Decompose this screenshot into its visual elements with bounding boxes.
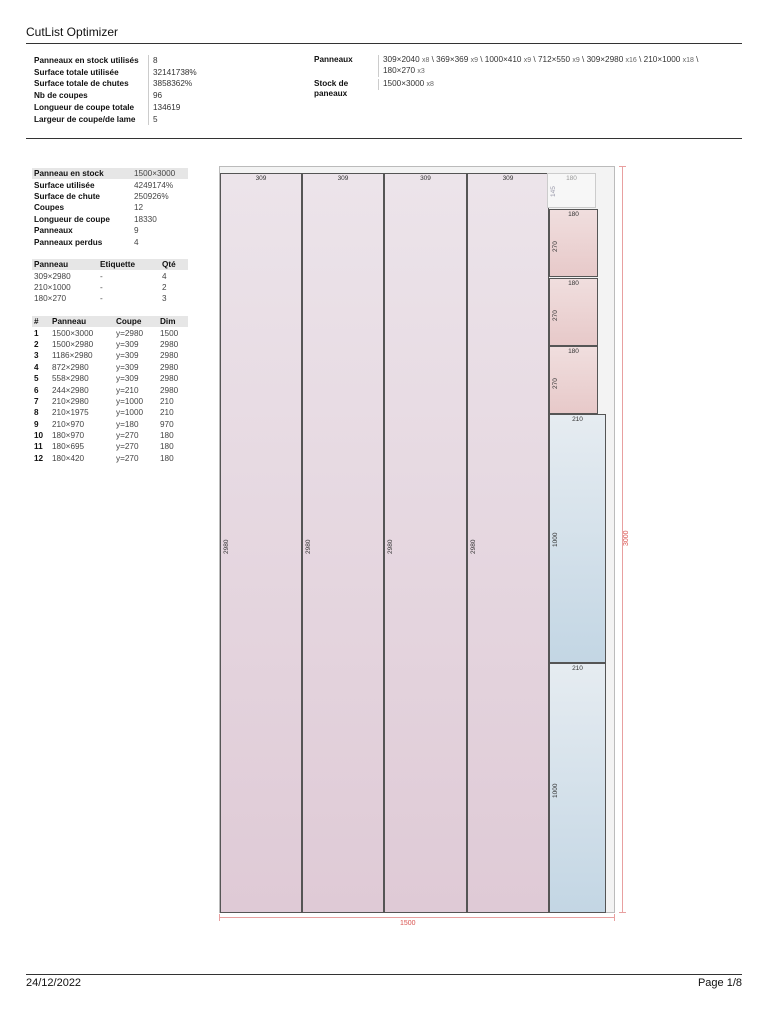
- table-cell: y=1000: [116, 408, 144, 418]
- table-row: [32, 430, 188, 441]
- sheet-info-table: [32, 168, 188, 248]
- info-value: 4249174%: [134, 180, 174, 190]
- cut-panel-large[interactable]: [384, 173, 467, 913]
- table-cell: 2980: [160, 339, 179, 349]
- summary-divider: [26, 138, 742, 139]
- panel-size: 369×369: [436, 55, 469, 64]
- table-row: [32, 339, 188, 350]
- table-cell: -: [100, 282, 103, 292]
- panel-qty: x3: [417, 68, 425, 75]
- waste-area: [547, 173, 596, 208]
- panel-size: 309×2980: [586, 55, 624, 64]
- table-cell: -: [100, 294, 103, 304]
- table-cell: y=210: [116, 385, 139, 395]
- width-dimension-label: 1500: [400, 920, 416, 927]
- table-cell: 2980: [160, 351, 179, 361]
- table-cell: y=309: [116, 351, 139, 361]
- table-cell: 3: [162, 294, 167, 304]
- panel-size: 309×2040: [383, 55, 420, 64]
- cut-number: 11: [34, 442, 43, 452]
- table-cell: 180×695: [52, 442, 85, 452]
- info-value: 4: [134, 237, 139, 247]
- cut-panel-medium[interactable]: [549, 414, 606, 663]
- panel-qty: x16: [625, 57, 637, 64]
- panel-height-label: 2980: [470, 539, 477, 554]
- waste-height-label: 145: [550, 186, 557, 197]
- table-cell: y=180: [116, 419, 139, 429]
- panel-width-label: 180: [568, 280, 579, 287]
- table-cell: y=309: [116, 374, 139, 384]
- summary-value: 96: [148, 90, 162, 102]
- panel-size: 712×550: [537, 55, 571, 64]
- panel-qty: x9: [470, 57, 478, 64]
- cut-number: 12: [34, 453, 44, 463]
- column-header: #: [32, 316, 50, 327]
- column-header: Dim: [158, 316, 188, 327]
- table-row: [32, 453, 188, 464]
- cut-number: 10: [34, 431, 44, 441]
- table-cell: y=1000: [116, 396, 144, 406]
- table-cell: 1500×3000: [52, 328, 94, 338]
- height-dimension-label: 3000: [623, 530, 630, 546]
- table-row: [32, 407, 188, 418]
- info-label: Surface de chute: [34, 191, 100, 201]
- summary-value: 5: [148, 114, 158, 126]
- panel-size: 180×270: [383, 66, 416, 75]
- column-header: Qté: [160, 259, 188, 270]
- panel-width-label: 309: [337, 175, 349, 182]
- cuts-table: [32, 316, 188, 464]
- info-label: Panneau en stock: [32, 168, 132, 179]
- column-header: Etiquette: [98, 259, 160, 270]
- summary-label: Panneaux en stock utilisés: [34, 56, 139, 65]
- table-cell: 558×2980: [52, 374, 89, 384]
- table-cell: 180×420: [52, 453, 85, 463]
- table-cell: 2980: [160, 374, 179, 384]
- table-cell: 180: [160, 453, 174, 463]
- table-row: [32, 293, 188, 304]
- info-value: 9: [134, 226, 139, 236]
- panel-qty: x8: [421, 57, 430, 64]
- table-row: [32, 396, 188, 407]
- table-cell: -: [100, 271, 103, 281]
- waste-width-label: 180: [566, 175, 577, 182]
- cut-number: 1: [34, 328, 39, 338]
- table-cell: 210×1975: [52, 408, 89, 418]
- panel-qty: x18: [682, 57, 694, 64]
- table-cell: 180: [160, 442, 174, 452]
- table-cell: 210×1000: [34, 282, 71, 292]
- panel-height-label: 1000: [552, 783, 559, 798]
- footer-date: 24/12/2022: [26, 977, 82, 989]
- app-title: CutList Optimizer: [26, 25, 119, 39]
- info-label: Panneaux: [34, 226, 73, 236]
- table-row: [32, 327, 188, 338]
- panel-size: 1000×410: [484, 55, 522, 64]
- cut-number: 6: [34, 385, 39, 395]
- panel-qty: x9: [572, 57, 580, 64]
- summary-label: Surface totale de chutes: [34, 79, 129, 89]
- header-divider: [26, 43, 742, 44]
- panel-width-label: 180: [568, 348, 579, 355]
- panel-height-label: 1000: [552, 532, 559, 547]
- info-label: Panneaux perdus: [34, 237, 103, 247]
- table-row: [32, 419, 188, 430]
- cut-number: 2: [34, 339, 39, 349]
- table-cell: 210×970: [52, 419, 85, 429]
- panel-height-label: 270: [552, 241, 559, 252]
- cut-number: 7: [34, 396, 39, 406]
- cut-number: 5: [34, 374, 39, 384]
- table-cell: 210: [160, 408, 174, 418]
- table-cell: 970: [160, 419, 174, 429]
- cut-panel-large[interactable]: [467, 173, 549, 913]
- cut-number: 4: [34, 362, 39, 372]
- summary-value: 3858362%: [148, 78, 192, 90]
- table-cell: 180: [160, 431, 174, 441]
- table-cell: 210×2980: [52, 396, 89, 406]
- summary-value: 8: [148, 55, 158, 67]
- table-cell: 1500×2980: [52, 339, 94, 349]
- panel-width-label: 309: [255, 175, 267, 182]
- cut-panel-large[interactable]: [302, 173, 384, 913]
- panel-width-label: 309: [420, 175, 431, 182]
- info-value: 18330: [134, 214, 157, 224]
- page-indicator: Page 1/8: [697, 977, 742, 989]
- panel-width-label: 210: [572, 416, 583, 423]
- table-row: [32, 282, 188, 293]
- table-cell: y=270: [116, 453, 139, 463]
- panneaux-label: Panneaux: [314, 55, 353, 64]
- table-cell: 4: [162, 271, 167, 281]
- table-cell: 244×2980: [52, 385, 89, 395]
- panneaux-list: 309×2040 x8 \ 369×369 x9 \ 1000×410 x9 \ 712×550 x9 \ 309×2980 x16 \ 210×1000 x18 \ 180×270 x3: [378, 55, 713, 77]
- panel-height-label: 2980: [387, 539, 394, 554]
- table-row: [32, 441, 188, 452]
- table-cell: 2980: [160, 362, 179, 372]
- cut-panel-medium[interactable]: [549, 663, 606, 913]
- column-header: Coupe: [114, 316, 158, 327]
- panel-size: 210×1000: [643, 55, 681, 64]
- cut-number: 9: [34, 419, 39, 429]
- table-cell: 309×2980: [34, 271, 71, 281]
- info-value: 1500×3000: [132, 168, 188, 179]
- table-cell: y=309: [116, 362, 139, 372]
- table-cell: 1500: [160, 328, 179, 338]
- panel-width-label: 309: [502, 175, 514, 182]
- stock-size: 1500×3000: [383, 79, 425, 88]
- cut-number: 8: [34, 408, 39, 418]
- summary-label: Nb de coupes: [34, 91, 88, 101]
- cut-panel-large[interactable]: [220, 173, 302, 913]
- table-cell: 1186×2980: [52, 351, 93, 361]
- summary-value: 32141738%: [148, 67, 197, 79]
- summary-label: Surface totale utilisée: [34, 67, 119, 77]
- info-label: Coupes: [34, 203, 65, 213]
- panel-height-label: 2980: [223, 539, 230, 554]
- stock-list: [378, 79, 713, 90]
- table-cell: y=270: [116, 431, 139, 441]
- footer-divider: [26, 974, 742, 975]
- table-cell: 2980: [160, 385, 179, 395]
- panel-height-label: 270: [552, 378, 559, 389]
- column-header: Panneau: [32, 259, 98, 270]
- table-cell: 2: [162, 282, 167, 292]
- cut-panel-small[interactable]: [549, 209, 598, 277]
- cut-panel-small[interactable]: [549, 346, 598, 414]
- table-cell: y=270: [116, 442, 139, 452]
- stock-label: Stock de paneaux: [314, 79, 349, 98]
- table-row: [32, 362, 188, 373]
- summary-label: Largeur de coupe/de lame: [34, 114, 136, 124]
- panel-height-label: 2980: [305, 539, 312, 554]
- info-value: 250926%: [134, 191, 169, 201]
- panel-qty: x9: [523, 57, 532, 64]
- table-cell: 180×970: [52, 431, 85, 441]
- table-cell: y=309: [116, 339, 139, 349]
- stock-qty: x8: [426, 81, 434, 88]
- cut-number: 3: [34, 351, 39, 361]
- panels-table: [32, 259, 188, 305]
- table-row: [32, 350, 188, 361]
- table-row: [32, 270, 188, 281]
- table-cell: 210: [160, 396, 174, 406]
- panel-height-label: 270: [552, 310, 559, 321]
- info-label: Surface utilisée: [34, 180, 95, 190]
- summary-label: Longueur de coupe totale: [34, 102, 135, 112]
- width-dimension-line: [219, 917, 615, 918]
- cut-panel-small[interactable]: [549, 278, 598, 346]
- column-header: Panneau: [50, 316, 114, 327]
- info-value: 12: [134, 203, 144, 213]
- info-label: Longueur de coupe: [34, 214, 110, 224]
- table-cell: 180×270: [34, 294, 67, 304]
- table-row: [32, 384, 188, 395]
- table-cell: 872×2980: [52, 362, 89, 372]
- panel-width-label: 180: [568, 211, 579, 218]
- table-cell: y=2980: [116, 328, 144, 338]
- table-row: [32, 373, 188, 384]
- summary-value: 134619: [148, 102, 180, 114]
- panel-width-label: 210: [572, 665, 583, 672]
